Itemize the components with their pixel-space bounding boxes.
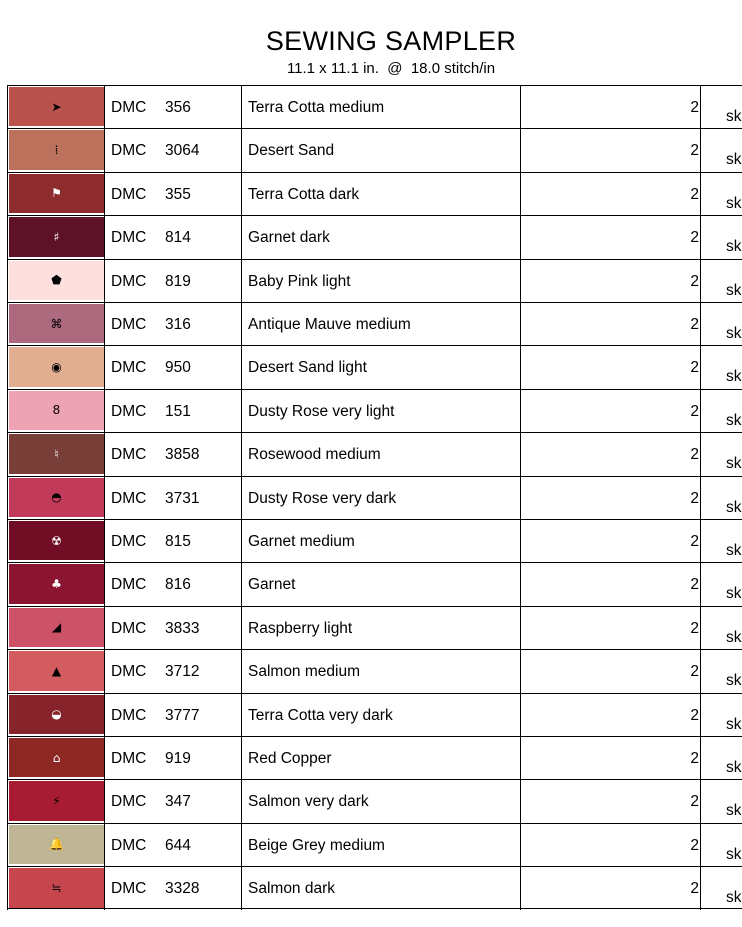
thread-brand: DMC <box>111 142 147 160</box>
swatch-cell <box>7 128 105 171</box>
thread-number: 815 <box>165 533 191 550</box>
table-row <box>7 562 742 605</box>
thread-quantity: 2 <box>690 533 699 550</box>
spiral-icon: ◉ <box>51 360 62 375</box>
name-cell <box>241 345 520 388</box>
thread-quantity: 2 <box>690 359 699 377</box>
name-cell <box>241 736 520 779</box>
unit-cell <box>700 85 742 128</box>
color-swatch <box>9 825 104 864</box>
unit-cell <box>700 389 742 432</box>
unit-cell <box>700 476 742 519</box>
thread-unit: sk <box>726 368 742 386</box>
thread-quantity: 2 <box>690 185 699 203</box>
name-cell <box>241 606 520 649</box>
quantity-cell <box>520 823 700 866</box>
brand-cell <box>104 345 241 388</box>
corner-triangle-icon: ◢ <box>51 620 62 635</box>
quantity-cell <box>520 476 700 519</box>
thread-table <box>7 85 742 910</box>
name-cell <box>241 866 520 909</box>
swatch-cell <box>7 736 105 779</box>
arrowhead-icon: ➤ <box>51 99 62 114</box>
triangle-icon: ▲ <box>51 663 62 678</box>
swatch-cell <box>7 85 105 128</box>
unit-cell <box>700 345 742 388</box>
name-cell <box>241 85 520 128</box>
quantity-cell <box>520 866 700 909</box>
swatch-cell <box>7 389 105 432</box>
brand-cell <box>104 736 241 779</box>
thread-brand: DMC <box>111 316 147 333</box>
brand-cell <box>104 432 241 475</box>
table-row <box>7 302 742 345</box>
brand-cell <box>104 823 241 866</box>
thread-number: 816 <box>165 576 191 594</box>
thread-unit: sk <box>726 889 742 907</box>
thread-unit: sk <box>726 281 742 299</box>
color-swatch <box>9 434 104 473</box>
color-swatch <box>9 347 104 386</box>
thread-number: 3328 <box>165 880 200 898</box>
bell-icon: 🔔 <box>49 837 64 852</box>
table-row <box>7 736 742 779</box>
color-swatch <box>9 130 104 169</box>
lightning-icon: ⚡ <box>52 794 61 809</box>
unit-cell <box>700 606 742 649</box>
thread-quantity: 2 <box>690 229 699 247</box>
brand-cell <box>104 866 241 909</box>
quantity-cell <box>520 693 700 736</box>
thread-name: Red Copper <box>248 750 332 767</box>
color-swatch <box>9 304 104 343</box>
swatch-cell <box>7 779 105 822</box>
thread-number: 3777 <box>165 706 200 724</box>
table-row <box>7 128 742 171</box>
thread-name: Terra Cotta dark <box>248 185 360 203</box>
name-cell <box>241 823 520 866</box>
brand-cell <box>104 519 241 562</box>
thread-number: 347 <box>165 793 191 811</box>
thread-unit: sk <box>726 151 742 169</box>
unit-cell <box>700 215 742 258</box>
brand-cell <box>104 779 241 822</box>
brand-cell <box>104 562 241 605</box>
color-swatch <box>9 391 104 430</box>
thread-quantity: 2 <box>690 446 699 464</box>
thread-brand: DMC <box>111 793 147 811</box>
thread-number: 356 <box>165 99 191 116</box>
thread-number: 3712 <box>165 663 200 681</box>
thread-unit: sk <box>726 759 742 776</box>
brand-cell <box>104 215 241 258</box>
swatch-cell <box>7 432 105 475</box>
table-row <box>7 779 742 822</box>
table-row <box>7 215 742 258</box>
thread-unit: sk <box>726 542 742 559</box>
unit-cell <box>700 172 742 215</box>
thread-number: 644 <box>165 836 191 854</box>
name-cell <box>241 215 520 258</box>
name-cell <box>241 128 520 171</box>
half-circle-icon: ◓ <box>51 490 62 505</box>
name-cell <box>241 562 520 605</box>
color-swatch <box>9 261 104 300</box>
table-row <box>7 345 742 388</box>
approx-equal-icon: ≒ <box>51 880 62 895</box>
thread-unit: sk <box>726 498 742 516</box>
unit-cell <box>700 736 742 779</box>
thread-quantity: 2 <box>690 402 699 420</box>
thread-number: 3858 <box>165 446 200 464</box>
quantity-cell <box>520 85 700 128</box>
thread-brand: DMC <box>111 880 147 898</box>
brand-cell <box>104 128 241 171</box>
vertical-dots-icon: ⁞ <box>54 143 59 158</box>
thread-brand: DMC <box>111 619 147 637</box>
color-swatch <box>9 868 104 907</box>
thread-unit: sk <box>726 238 742 256</box>
table-row <box>7 172 742 215</box>
brand-cell <box>104 606 241 649</box>
thread-quantity: 2 <box>690 489 699 507</box>
thread-quantity: 2 <box>690 576 699 594</box>
thread-brand: DMC <box>111 229 147 247</box>
house-icon: ⌂ <box>52 750 61 765</box>
thread-number: 355 <box>165 185 191 203</box>
brand-cell <box>104 476 241 519</box>
unit-cell <box>700 562 742 605</box>
swatch-cell <box>7 476 105 519</box>
swatch-cell <box>7 302 105 345</box>
thread-unit: sk <box>726 411 742 429</box>
thread-number: 3731 <box>165 489 200 507</box>
unit-cell <box>700 649 742 692</box>
table-row <box>7 389 742 432</box>
thread-name: Desert Sand <box>248 142 335 160</box>
swatch-cell <box>7 649 105 692</box>
color-swatch <box>9 521 104 560</box>
thread-name: Salmon medium <box>248 663 360 681</box>
brand-cell <box>104 693 241 736</box>
quantity-cell <box>520 172 700 215</box>
thread-number: 151 <box>165 402 191 420</box>
color-swatch <box>9 87 104 126</box>
swatch-cell <box>7 345 105 388</box>
quantity-cell <box>520 649 700 692</box>
table-row <box>7 866 742 909</box>
quantity-cell <box>520 215 700 258</box>
thread-number: 819 <box>165 272 191 290</box>
color-swatch <box>9 781 104 820</box>
color-swatch <box>9 695 104 734</box>
thread-brand: DMC <box>111 750 147 767</box>
name-cell <box>241 432 520 475</box>
page-title: SEWING SAMPLER <box>265 26 517 56</box>
quantity-cell <box>520 302 700 345</box>
thread-unit: sk <box>726 845 742 863</box>
table-row <box>7 476 742 519</box>
unit-cell <box>700 302 742 345</box>
name-cell <box>241 302 520 345</box>
swatch-cell <box>7 562 105 605</box>
thread-quantity: 2 <box>690 619 699 637</box>
eight-icon: 8 <box>52 403 61 418</box>
thread-name: Terra Cotta very dark <box>248 706 393 724</box>
brand-cell <box>104 302 241 345</box>
thread-name: Salmon very dark <box>248 793 369 811</box>
unit-cell <box>700 866 742 909</box>
quantity-cell <box>520 736 700 779</box>
name-cell <box>241 476 520 519</box>
table-row <box>7 823 742 866</box>
bowl-icon: ◒ <box>51 707 62 722</box>
name-cell <box>241 519 520 562</box>
name-cell <box>241 649 520 692</box>
thread-brand: DMC <box>111 446 147 464</box>
thread-name: Desert Sand light <box>248 359 367 377</box>
quantity-cell <box>520 606 700 649</box>
swatch-cell <box>7 823 105 866</box>
table-row <box>7 606 742 649</box>
table-row <box>7 693 742 736</box>
unit-cell <box>700 128 742 171</box>
thread-name: Beige Grey medium <box>248 836 385 854</box>
thread-name: Garnet dark <box>248 229 330 247</box>
name-cell <box>241 259 520 302</box>
name-cell <box>241 779 520 822</box>
thread-quantity: 2 <box>690 272 699 290</box>
swatch-cell <box>7 866 105 909</box>
thread-quantity: 2 <box>690 836 699 854</box>
swatch-cell <box>7 259 105 302</box>
thread-brand: DMC <box>111 576 147 594</box>
thread-name: Antique Mauve medium <box>248 316 411 333</box>
thread-quantity: 2 <box>690 793 699 811</box>
quantity-cell <box>520 432 700 475</box>
thread-quantity: 2 <box>690 316 699 333</box>
unit-cell <box>700 259 742 302</box>
thread-unit: sk <box>726 802 742 820</box>
swatch-cell <box>7 693 105 736</box>
thread-quantity: 2 <box>690 663 699 681</box>
brand-cell <box>104 259 241 302</box>
flag-icon: ⚑ <box>51 186 62 201</box>
color-swatch <box>9 217 104 256</box>
swatch-cell <box>7 215 105 258</box>
thread-brand: DMC <box>111 402 147 420</box>
color-swatch <box>9 174 104 213</box>
table-bottom-border <box>7 908 742 909</box>
unit-cell <box>700 519 742 562</box>
thread-quantity: 2 <box>690 880 699 898</box>
pentagon-icon: ⬟ <box>51 273 62 288</box>
brand-cell <box>104 172 241 215</box>
table-row <box>7 649 742 692</box>
thread-name: Raspberry light <box>248 619 353 637</box>
sharp-icon: ♯ <box>53 229 60 244</box>
quantity-cell <box>520 259 700 302</box>
radiation-icon: ☢ <box>51 533 62 548</box>
thread-name: Dusty Rose very dark <box>248 489 397 507</box>
thread-unit: sk <box>726 455 742 473</box>
thread-brand: DMC <box>111 533 147 550</box>
name-cell <box>241 172 520 215</box>
thread-quantity: 2 <box>690 142 699 160</box>
thread-number: 316 <box>165 316 191 333</box>
brand-cell <box>104 649 241 692</box>
table-row <box>7 519 742 562</box>
thread-unit: sk <box>726 325 742 342</box>
thread-brand: DMC <box>111 663 147 681</box>
thread-quantity: 2 <box>690 750 699 767</box>
swatch-cell <box>7 606 105 649</box>
thread-number: 814 <box>165 229 191 247</box>
unit-cell <box>700 779 742 822</box>
thread-quantity: 2 <box>690 99 699 116</box>
thread-brand: DMC <box>111 489 147 507</box>
thread-name: Salmon dark <box>248 880 336 898</box>
thread-brand: DMC <box>111 359 147 377</box>
thread-number: 950 <box>165 359 191 377</box>
color-swatch <box>9 478 104 517</box>
quantity-cell <box>520 779 700 822</box>
swatch-cell <box>7 172 105 215</box>
command-icon: ⌘ <box>50 316 63 331</box>
table-row <box>7 85 742 128</box>
thread-unit: sk <box>726 585 742 603</box>
thread-number: 3064 <box>165 142 200 160</box>
thread-name: Terra Cotta medium <box>248 99 385 116</box>
unit-cell <box>700 823 742 866</box>
color-swatch <box>9 608 104 647</box>
thread-brand: DMC <box>111 99 147 116</box>
quantity-cell <box>520 389 700 432</box>
color-swatch <box>9 651 104 690</box>
natural-icon: ♮ <box>54 446 59 461</box>
name-cell <box>241 389 520 432</box>
thread-name: Garnet medium <box>248 533 355 550</box>
quantity-cell <box>520 345 700 388</box>
color-swatch <box>9 738 104 777</box>
thread-number: 3833 <box>165 619 200 637</box>
thread-brand: DMC <box>111 836 147 854</box>
quantity-cell <box>520 519 700 562</box>
swatch-cell <box>7 519 105 562</box>
table-row <box>7 432 742 475</box>
name-cell <box>241 693 520 736</box>
brand-cell <box>104 389 241 432</box>
thread-name: Dusty Rose very light <box>248 402 395 420</box>
thread-unit: sk <box>726 628 742 646</box>
quantity-cell <box>520 128 700 171</box>
thread-quantity: 2 <box>690 706 699 724</box>
brand-cell <box>104 85 241 128</box>
thread-brand: DMC <box>111 706 147 724</box>
thread-unit: sk <box>726 194 742 212</box>
thread-number: 919 <box>165 750 191 767</box>
thread-brand: DMC <box>111 185 147 203</box>
thread-name: Baby Pink light <box>248 272 351 290</box>
thread-brand: DMC <box>111 272 147 290</box>
thread-unit: sk <box>726 715 742 733</box>
unit-cell <box>700 693 742 736</box>
quantity-cell <box>520 562 700 605</box>
thread-unit: sk <box>726 672 742 690</box>
thread-name: Rosewood medium <box>248 446 381 464</box>
page-subtitle: 11.1 x 11.1 in. @ 18.0 stitch/in <box>286 60 496 77</box>
table-row <box>7 259 742 302</box>
color-swatch <box>9 564 104 603</box>
thread-name: Garnet <box>248 576 296 594</box>
unit-cell <box>700 432 742 475</box>
club-icon: ♣ <box>51 577 62 592</box>
thread-unit: sk <box>726 108 742 125</box>
